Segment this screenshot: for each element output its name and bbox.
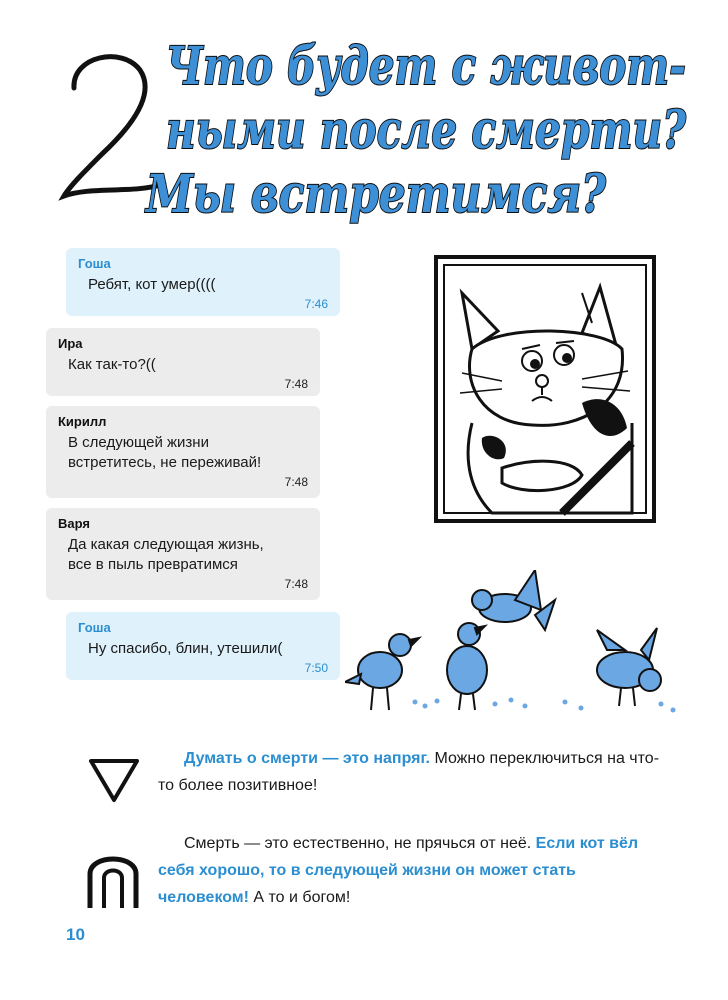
chat-message [46, 508, 320, 600]
option-1-highlight: Думать о смерти — это напряг. [184, 750, 430, 767]
message-author: Гоша [78, 620, 111, 635]
chat-message [46, 406, 320, 498]
cat-illustration [432, 253, 658, 525]
option-2-text [158, 830, 668, 911]
birds-illustration [345, 570, 690, 730]
title-line-1: Что будет с живот- [166, 36, 686, 97]
message-text: Ребят, кот умер(((( [88, 276, 216, 293]
message-time: 7:46 [304, 297, 328, 311]
message-author: Ира [58, 336, 83, 351]
option-2-rest: А то и богом! [248, 889, 351, 906]
message-text-line: все в пыль превратимся [68, 556, 238, 573]
chat-message [66, 248, 340, 316]
message-text: Как так-то?(( [68, 356, 156, 373]
message-author: Кирилл [58, 414, 107, 429]
message-text: Ну спасибо, блин, утешили( [88, 640, 283, 657]
message-time: 7:48 [284, 475, 308, 489]
message-text-line: Да какая следующая жизнь, [68, 536, 264, 553]
triangle-icon [88, 757, 140, 803]
message-time: 7:50 [304, 661, 328, 675]
option-2-lead: Смерть — это естественно, не прячься от неё. [184, 835, 536, 852]
option-2-highlight: Если кот вёл себя хорошо, то в следующей жизни он может стать человеком! [158, 835, 639, 906]
title-line-2: ными после смерти? [166, 100, 687, 161]
message-text-line: встретитесь, не переживай! [68, 454, 262, 471]
message-author: Гоша [78, 256, 111, 271]
chat-message [66, 612, 340, 680]
arch-icon [84, 844, 142, 910]
message-time: 7:48 [284, 377, 308, 391]
message-text-line: В следующей жизни [68, 434, 209, 451]
title-line-3: Мы встретимся? [144, 164, 607, 225]
option-1-text [158, 745, 668, 799]
option-1-rest: Можно переключиться на что-то более позитивное! [158, 750, 660, 794]
page-number: 10 [66, 925, 85, 944]
chat-message [46, 328, 320, 396]
message-author: Варя [58, 516, 90, 531]
page-title [140, 20, 700, 230]
message-time: 7:48 [284, 577, 308, 591]
